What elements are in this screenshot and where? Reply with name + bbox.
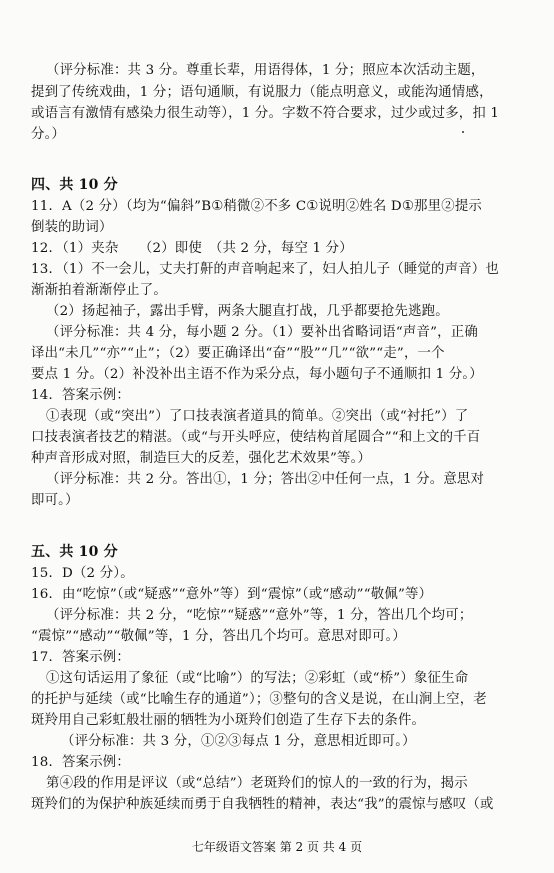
text-line: （评分标准：共 2 分，“吃惊”“疑惑”“意外”等，1 分，答出几个均可； (46, 608, 473, 623)
text-line: 第④段的作用是评议（或“总结”）老斑羚们的惊人的一致的行为，揭示 (46, 776, 468, 791)
text-line: 16．由“吃惊”（或“疑惑”“意外”等）到“震惊”（或“感动”“敬佩”等） (31, 587, 433, 602)
text-line: 倒装的助词） (31, 220, 113, 235)
text-line: （评分标准：共 3 分。尊重长辈，用语得体，1 分；照应本次活动主题， (46, 63, 485, 78)
section-heading: 五、共 10 分 (31, 544, 118, 560)
text-line: 渐渐拍着渐渐停止了。 (31, 283, 167, 298)
text-line: ①表现（或“突出”）了口技表演者道具的简单。②突出（或“衬托”）了 (46, 409, 469, 424)
text-line: 斑羚用自己彩虹般壮丽的牺牲为小斑羚们创造了生存下去的条件。 (31, 713, 426, 728)
text-line: （2）扬起袖子，露出手臂，两条大腿直打战，几乎都要抢先逃跑。 (46, 304, 449, 319)
text-line: （评分标准：共 3 分，①②③每点 1 分，意思相近即可。） (61, 734, 416, 749)
text-line: （评分标准：共 4 分，每小题 2 分。（1）要补出省略词语“声音”，正确 (46, 325, 478, 340)
text-line: “震惊”“感动”“敬佩”等，1 分，答出几个均可。意思对即可。） (31, 629, 406, 644)
text-line: 13．（1）不一会儿，丈夫打鼾的声音响起来了，妇人拍儿子（睡觉的声音）也 (31, 262, 499, 277)
text-line: 斑羚们的为保护种族延续而勇于自我牺牲的精神，表达“我”的震惊与感叹（或 (31, 797, 494, 812)
text-line: 提到了传统戏曲，1 分；语句通顺，有说服力（能点明意义，或能沟通情感， (31, 85, 493, 100)
text-line: 种声音形成对照，制造巨大的反差，强化艺术效果”等。） (31, 451, 372, 466)
text-line: ①这句话运用了象征（或“比喻”）的写法；②彩虹（或“桥”）象征生命 (46, 671, 469, 686)
text-line: 15．D（2 分）。 (31, 566, 134, 581)
scan-speck (462, 131, 464, 133)
text-line: 的托护与延续（或“比喻生存的通道”）；③整句的含义是说，在山涧上空，老 (31, 692, 487, 707)
page-footer: 七年级语文答案 第 2 页 共 4 页 (191, 840, 363, 854)
text-line: 要点 1 分。（2）补没补出主语不作为采分点，每小题句子不通顺扣 1 分。） (31, 367, 483, 382)
text-line: （评分标准：共 2 分。答出①，1 分；答出②中任何一点，1 分。意思对 (46, 472, 485, 487)
text-line: 分。） (31, 127, 66, 142)
text-line: 译出“未几”“亦”“止”；（2）要正确译出“奋”“股”“几”“欲”“走”，一个 (31, 346, 445, 361)
text-line: 17．答案示例： (31, 650, 130, 665)
text-line: 11．A（2 分）（均为“偏斜”B①稍微②不多 C①说明②姓名 D①那里②提示 (31, 199, 482, 214)
text-line: 即可。） (31, 493, 79, 508)
text-line: 18．答案示例： (31, 755, 130, 770)
text-line: 口技表演者技艺的精湛。（或“与开头呼应，使结构首尾圆合”“和上文的千百 (31, 430, 481, 445)
text-line: 12．（1）夹杂 （2）即使 （共 2 分，每空 1 分） (31, 241, 353, 256)
section-heading: 四、共 10 分 (31, 177, 118, 193)
text-line: 或语言有激情有感染力很生动等），1 分。字数不符合要求，过少或过多，扣 1 (31, 106, 500, 121)
text-line: 14．答案示例： (31, 388, 130, 403)
